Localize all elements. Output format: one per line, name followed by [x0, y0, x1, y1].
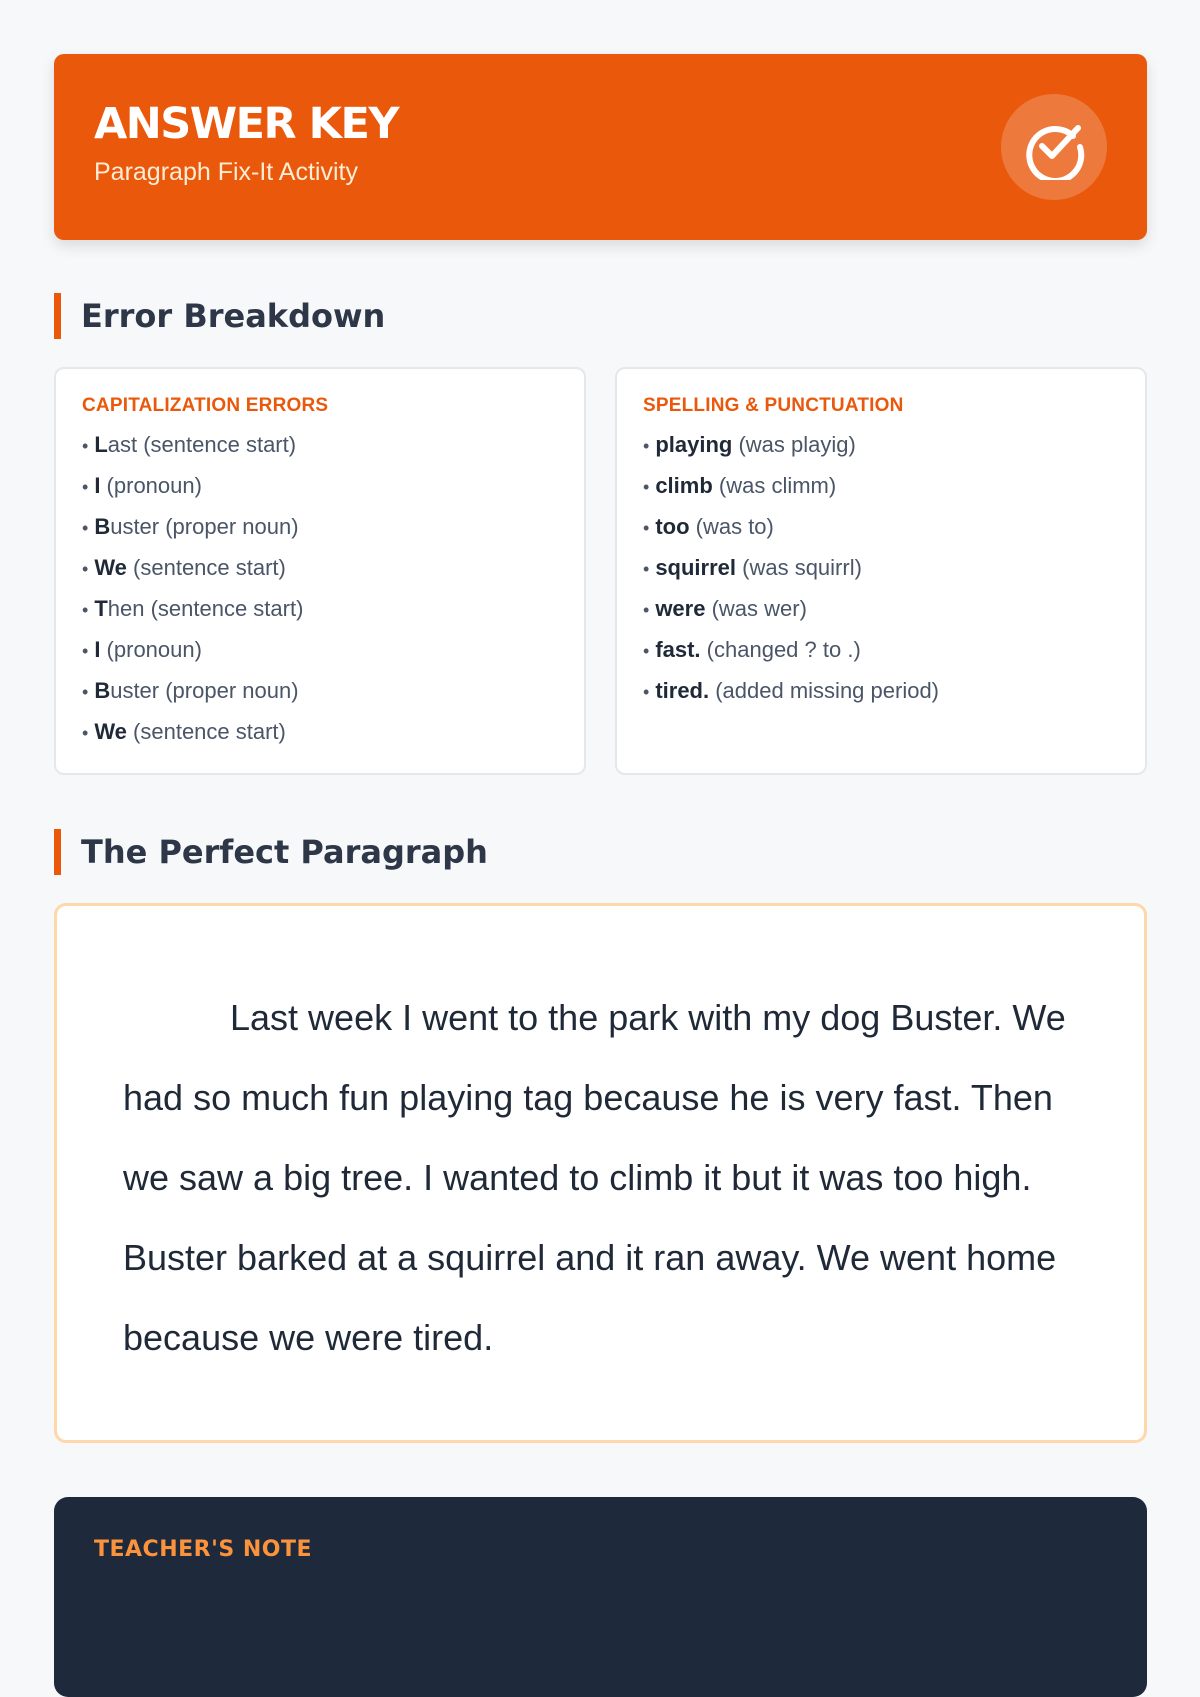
- list-item: • Buster (proper noun): [82, 678, 299, 703]
- list-item: • too (was to): [643, 514, 774, 539]
- list-item: • I (pronoun): [82, 473, 202, 498]
- list-item: • tired. (added missing period): [643, 678, 940, 703]
- list-item: • Last (sentence start): [82, 432, 297, 457]
- teacher-note: [54, 1497, 1147, 1697]
- list-item: • playing (was playig): [643, 432, 856, 457]
- corrected-paragraph: Last week I went to the park with my dog Buster. We had so much fun playing tag because he is very fast. Then we saw a big tree. I wanted to climb it but it was too high. Buster barked at a squirrel and it ran away. We went home because we were tired.: [123, 997, 1066, 1358]
- perfect-paragraph-heading: [54, 829, 1147, 875]
- heading-accent-bar: [54, 829, 61, 875]
- list-item: • We (sentence start): [82, 555, 286, 580]
- list-item: • were (was wer): [643, 596, 807, 621]
- page-title: ANSWER KEY: [94, 99, 398, 149]
- page-subtitle: Paragraph Fix-It Activity: [94, 158, 358, 186]
- list-item: • squirrel (was squirrl): [643, 555, 862, 580]
- spelling-list: [643, 425, 1119, 712]
- list-item: • Then (sentence start): [82, 596, 304, 621]
- paragraph-box: [54, 903, 1147, 1443]
- list-item: • fast. (changed ? to .): [643, 637, 861, 662]
- error-cards: [54, 367, 1147, 775]
- list-item: • We (sentence start): [82, 719, 286, 744]
- answer-key-page: [54, 54, 1147, 1697]
- spelling-title: SPELLING & PUNCTUATION: [643, 395, 904, 416]
- teacher-note-title: TEACHER'S NOTE: [94, 1537, 312, 1562]
- check-circle-icon: [1021, 114, 1087, 180]
- capitalization-card: [54, 367, 586, 775]
- list-item: • Buster (proper noun): [82, 514, 299, 539]
- perfect-paragraph-title: The Perfect Paragraph: [81, 833, 488, 871]
- error-breakdown-heading: [54, 293, 1147, 339]
- heading-accent-bar: [54, 293, 61, 339]
- capitalization-title: CAPITALIZATION ERRORS: [82, 395, 329, 416]
- list-item: • I (pronoun): [82, 637, 202, 662]
- error-breakdown-title: Error Breakdown: [81, 297, 386, 335]
- check-badge: [1001, 94, 1107, 200]
- spelling-card: [615, 367, 1147, 775]
- capitalization-list: [82, 425, 558, 753]
- list-item: • climb (was climm): [643, 473, 837, 498]
- header-banner: [54, 54, 1147, 240]
